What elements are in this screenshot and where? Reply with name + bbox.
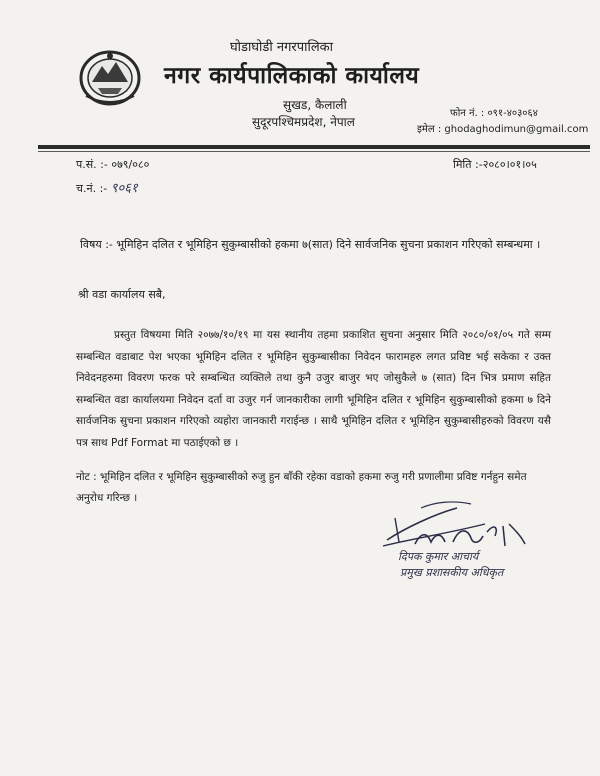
dispatch-value: ९०६१	[110, 181, 138, 196]
phone-number: फोन नं. : ०९१-४०३०६४	[450, 108, 538, 119]
office-title: नगर कार्यपालिकाको कार्यालय	[164, 63, 420, 89]
address-line-1: सुखड, कैलाली	[283, 98, 347, 112]
signatory-name: दिपक कुमार आचार्य	[398, 550, 479, 563]
letter-date: मिति :-२०८०।०१।०५	[453, 158, 537, 171]
letter-subject: विषय :- भूमिहिन दलित र भूमिहिन सुकुम्बासीको हकमा ७(सात) दिने सार्वजनिक सुचना प्रकाशन गरिएको सम्बन्धमा ।	[80, 238, 541, 251]
email-address: इमेल : ghodaghodimun@gmail.com	[417, 124, 589, 135]
header-divider	[38, 145, 590, 149]
salutation: श्री वडा कार्यालय सबै,	[78, 288, 166, 301]
letter-note: नोट : भूमिहिन दलित र भूमिहिन सुकुम्बासीको रुजु हुन बाँकी रहेका वडाको हकमा रुजु गरी प्रणालीमा प्रविष्ट गर्नहुन समेत अनुरोध गरिन्छ ।	[76, 471, 527, 504]
letter-reference-number: प.सं. :- ०७९/०८०	[76, 158, 150, 171]
letter-body: प्रस्तुत विषयमा मिति २०७७/१०/१९ मा यस स्थानीय तहमा प्रकाशित सुचना अनुसार मिति २०८०/०१/०५ गते सम्म सम्बन्धित वडाबाट पेश भएका भूमिहिन दलित र भूमिहिन सुकुम्बासीका निवेदन फारामहरु लगत प्रविष्ट भई सकेका र उक्त निवेदनहरुमा विवरण फरक परे सम्बन्धित व्यक्तिले तथा कुनै उजुर बाजुर भए जोसुकैले ७ (सात) दिन भित्र प्रमाण सहित सम्बन्धित वडा कार्यालयमा निवेदन दर्ता वा उजुर गर्न जानकारीका लागी भूमिहिन दलित र भूमिहिन सुकुम्बासीको हकमा ७ दिने सार्वजनिक सुचना प्रकाशन गरिएको व्यहोरा जानकारी गराईन्छ । साथै भूमिहिन दलित र भूमिहिन सुकुम्बासीहरुको विवरण यसै पत्र साथ Pdf Format मा पठाईएको छ ।	[76, 329, 551, 449]
signatory-title: प्रमुख प्रशासकीय अधिकृत	[400, 566, 504, 579]
dispatch-number	[76, 178, 138, 196]
header-divider-thin	[38, 151, 590, 152]
municipality-name: घोडाघोडी नगरपालिका	[230, 40, 334, 55]
dispatch-label: च.नं. :-	[76, 182, 111, 195]
address-line-2: सुदूरपश्चिमप्रदेश, नेपाल	[252, 115, 355, 129]
nepal-emblem-logo	[78, 48, 142, 106]
